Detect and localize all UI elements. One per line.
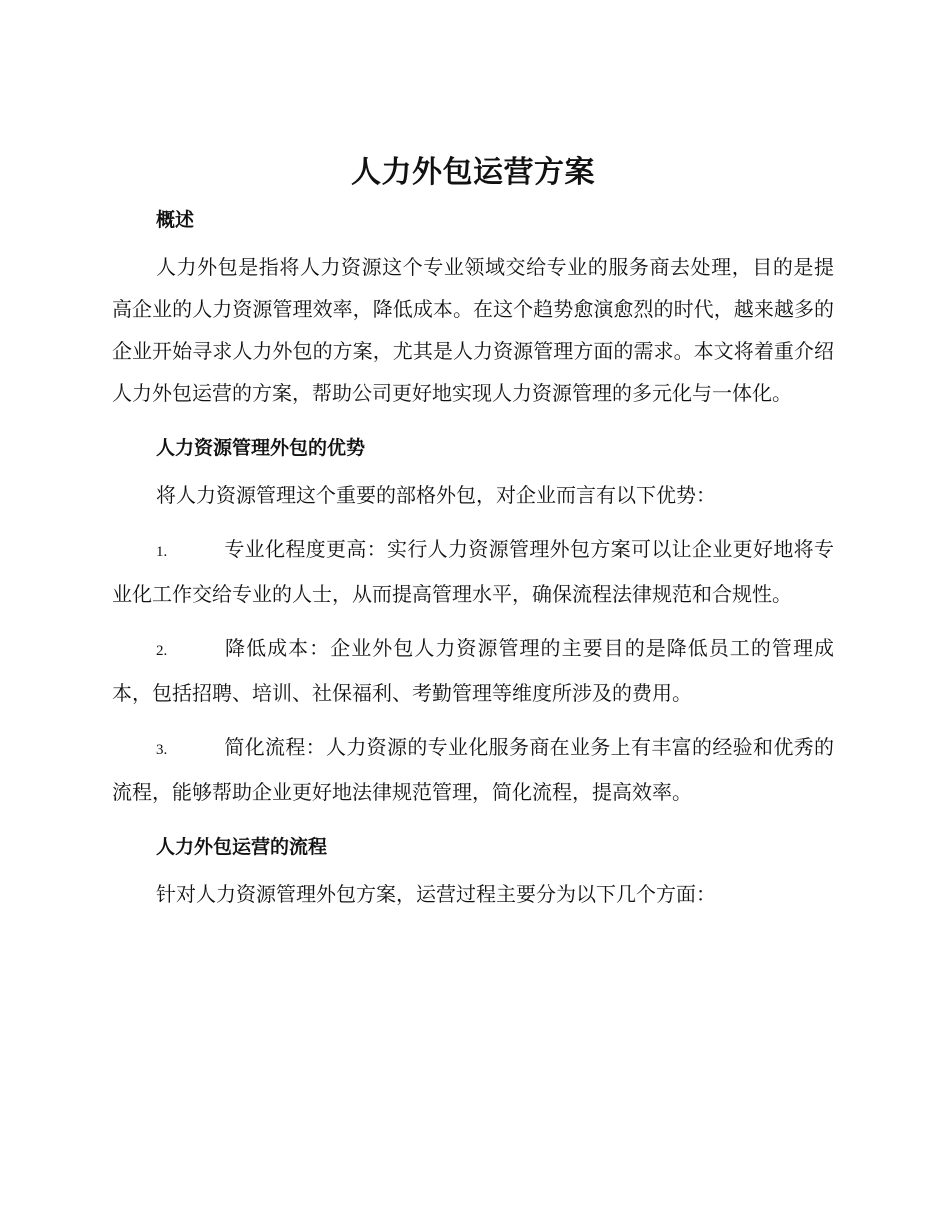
document-title: 人力外包运营方案 xyxy=(351,155,595,190)
list-item-number: 3. xyxy=(156,742,168,758)
section-heading-advantages: 人力资源管理外包的优势 xyxy=(156,437,366,459)
list-item xyxy=(112,726,834,813)
list-item-number: 1. xyxy=(156,544,168,560)
list-item xyxy=(112,627,834,714)
process-intro: 针对人力资源管理外包方案，运营过程主要分为以下几个方面： xyxy=(156,882,716,906)
list-item-text: 专业化程度更高：实行人力资源管理外包方案可以让企业更好地将专业化工作交给专业的人士，从而提高管理水平，确保流程法律规范和合规性。 xyxy=(112,537,834,606)
section-heading-overview: 概述 xyxy=(156,209,195,231)
list-item-number: 2. xyxy=(156,643,168,659)
advantages-intro: 将人力资源管理这个重要的部格外包，对企业而言有以下优势： xyxy=(156,483,716,507)
document-body xyxy=(112,148,834,915)
overview-paragraph: 人力外包是指将人力资源这个专业领域交给专业的服务商去处理，目的是提高企业的人力资源管理效率，降低成本。在这个趋势愈演愈烈的时代，越来越多的企业开始寻求人力外包的方案，尤其是人力资源管理方面的需求。本文将着重介绍人力外包运营的方案，帮助公司更好地实现人力资源管理的多元化与一体化。 xyxy=(112,255,834,405)
list-item-text: 降低成本：企业外包人力资源管理的主要目的是降低员工的管理成本，包括招聘、培训、社保福利、考勤管理等维度所涉及的费用。 xyxy=(112,636,834,705)
section-heading-process: 人力外包运营的流程 xyxy=(156,836,328,858)
list-item-text: 简化流程：人力资源的专业化服务商在业务上有丰富的经验和优秀的流程，能够帮助企业更好地法律规范管理，简化流程，提高效率。 xyxy=(112,735,834,804)
list-item xyxy=(112,528,834,615)
